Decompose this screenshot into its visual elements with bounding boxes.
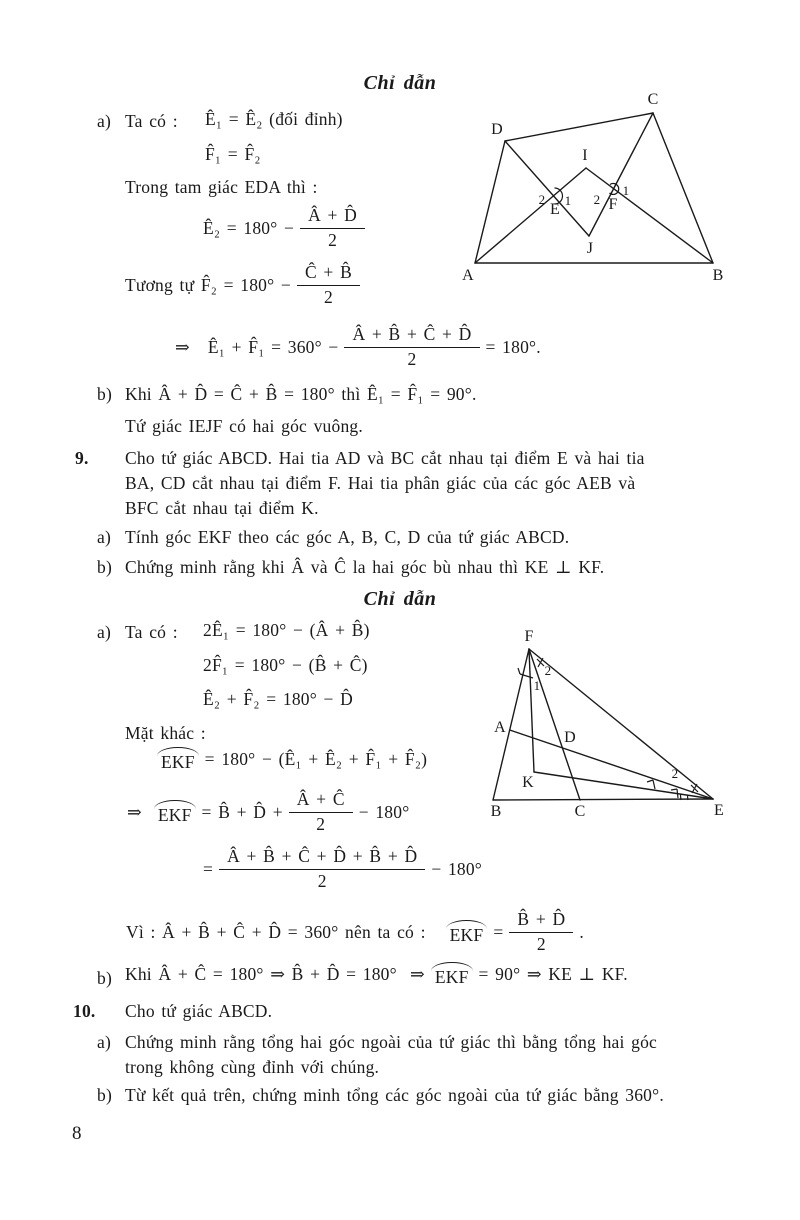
vertex-label-I: I [582,147,588,164]
ekf-angle: EKF [157,747,199,771]
problem9-line2: BA, CD cắt nhau tại điểm F. Hai tia phân giác của các góc AEB và [125,473,636,493]
angle-number-label: 1 [564,193,572,208]
problem10-number: 10. [73,1001,96,1021]
formula-vi-conclusion [126,906,584,958]
formula-ekf-expand-rhs: = B̂ + D̂ + [201,801,283,822]
formula-ekf-long [203,843,482,895]
angle-number-label: 2 [671,766,679,781]
fraction-numerator: Â + D̂ [300,205,365,229]
fraction-denominator: 2 [407,349,417,369]
solution8-eq-vertical: Ê₁ = Ê₂ (đối đỉnh) [205,109,343,129]
vertex-label-F: F [608,196,618,213]
solution9-eq2: 2F̂₁ = 180° − (B̂ + Ĉ) [203,655,368,675]
angle-tick [518,668,520,674]
formula-e2-lhs: Ê₂ = 180° − [203,217,295,238]
fraction-b-plus-d [509,909,573,955]
problem9-a-text: Tính góc EKF theo các góc A, B, C, D của tứ giác ABCD. [125,527,570,547]
solution9-heading: Chỉ dẫn [363,588,437,610]
solution9-a-label: a) [97,622,111,642]
solution9-b-pre: Khi Â + Ĉ = 180° ⇒ B̂ + D̂ = 180° ⇒ [125,963,425,984]
problem9-b-label: b) [97,557,112,577]
formula-f2-lhs: Tương tự F̂₂ = 180° − [125,274,291,295]
formula-sum [175,321,541,373]
vertex-label-E: E [714,802,724,819]
segment-CJ [589,113,653,236]
problem9-a-label: a) [97,527,111,547]
fraction-denominator: 2 [328,230,338,250]
solution8-b-note: Tứ giác IEJF có hai góc vuông. [125,416,363,436]
vertex-label-A: A [494,719,506,736]
vertex-label-B: B [490,803,502,820]
problem10-a-label: a) [97,1032,111,1052]
vertex-label-B: B [712,267,724,284]
angle-number-label: 2 [544,663,552,678]
ekf-angle: EKF [431,962,473,986]
vertex-label-E: E [550,201,560,218]
problem9-line1: Cho tứ giác ABCD. Hai tia AD và BC cắt nhau tại điểm E và hai tia [125,448,645,468]
angle-tick [538,658,543,667]
formula-e2 [203,202,371,254]
fraction-numerator: Â + B̂ + Ĉ + D̂ [344,324,479,348]
segment-DC [505,113,653,141]
problem9-number: 9. [75,448,89,468]
formula-ekf-def-rhs: = 180° − (Ê₁ + Ê₂ + F̂₁ + F̂₂) [204,748,428,769]
implies-arrow: ⇒ [127,801,142,822]
equals-sign: = [203,858,214,879]
segment-BE [493,799,713,800]
segment-AE [510,730,713,799]
vertex-label-K: K [522,774,534,791]
minus-180: − 180° [431,858,483,879]
period-mark: . [579,921,584,942]
solution8-triangle-line: Trong tam giác EDA thì : [125,177,318,197]
angle-tick [671,789,677,790]
vertex-label-C: C [647,91,659,108]
angle-arc [680,794,681,801]
angle-tick [677,789,678,798]
fraction-c-plus-b [297,262,360,308]
problem10-a-line2: trong không cùng đỉnh với chúng. [125,1057,380,1077]
vertex-label-D: D [491,121,503,138]
formula-ekf-def [157,747,427,771]
problem10-b-label: b) [97,1085,112,1105]
vi-prefix: Vì : Â + B̂ + Ĉ + D̂ = 360° nên ta có : [126,921,426,942]
solution8-a-label: a) [97,111,111,131]
fraction-denominator: 2 [536,934,546,954]
segment-KE [534,772,713,799]
segment-DJ [505,141,589,236]
solution8-b-text: Khi Â + D̂ = Ĉ + B̂ = 180° thì Ê₁ = F̂₁ = 90°. [125,384,477,404]
fraction-denominator: 2 [317,871,327,891]
fraction-numerator: Â + Ĉ [289,789,353,813]
fraction-numerator: Â + B̂ + Ĉ + D̂ + B̂ + D̂ [219,846,425,870]
solution9-b-label: b) [97,968,112,988]
fraction-numerator: B̂ + D̂ [509,909,573,933]
solution8-b-label: b) [97,384,112,404]
angle-tick [653,780,655,789]
angle-number-label: 1 [622,183,630,198]
angle-number-label: 1 [533,678,541,693]
formula-ekf-expand [127,786,409,838]
problem10-intro: Cho tứ giác ABCD. [125,1001,273,1021]
formula-sum-rhs: = 180°. [485,336,541,357]
vertex-label-F: F [524,628,534,645]
solution9-eq3: Ê₂ + F̂₂ = 180° − D̂ [203,689,353,709]
vertex-label-J: J [586,240,594,257]
solution8-heading: Chỉ dẫn [363,72,437,94]
angle-tick [647,780,653,782]
solution9-matkhac: Mặt khác : [125,723,206,743]
segment-AI [475,168,586,263]
angle-number-label: 2 [593,192,601,207]
fraction-long-sum [219,846,425,892]
solution8-eq-f: F̂₁ = F̂₂ [205,144,261,164]
fraction-abcd [344,324,479,370]
segment-AD [475,141,505,263]
problem9-line3: BFC cắt nhau tại điểm K. [125,498,319,518]
solution9-taco: Ta có : [125,622,178,642]
formula-sum-lhs: Ê₁ + F̂₁ = 360° − [207,336,339,357]
fraction-denominator: 2 [316,814,326,834]
quadrilateral-bisectors-diagram [450,88,750,298]
fraction-a-plus-d [300,205,365,251]
formula-f2 [125,259,366,311]
solution9-b-line [125,962,628,986]
fraction-numerator: Ĉ + B̂ [297,262,360,286]
ekf-angle: EKF [446,920,488,944]
page-number: 8 [72,1123,82,1144]
fraction-denominator: 2 [323,287,333,307]
vertex-label-C: C [574,803,586,820]
solution9-b-post: = 90° ⇒ KE ⊥ KF. [478,963,628,984]
equals-sign: = [493,921,504,942]
problem10-a-line1: Chứng minh rằng tổng hai góc ngoài của tứ giác thì bằng tổng hai góc [125,1032,657,1052]
problem10-b-text: Từ kết quả trên, chứng minh tổng các góc ngoài của tứ giác bằng 360°. [125,1085,664,1105]
segment-FK [529,649,534,772]
triangle-bisectors-diagram [450,625,750,825]
fraction-a-plus-c [289,789,353,835]
solution8-taco: Ta có : [125,111,178,131]
angle-number-label: 2 [538,192,546,207]
solution9-eq1: 2Ê₁ = 180° − (Â + B̂) [203,620,370,640]
vertex-label-A: A [462,267,474,284]
angle-arc [687,795,688,801]
problem9-b-text: Chứng minh rằng khi Â và Ĉ la hai góc bù nhau thì KE ⊥ KF. [125,557,605,577]
vertex-label-D: D [564,729,576,746]
segment-FE [529,649,713,799]
minus-180: − 180° [358,801,410,822]
angle-tick [692,784,697,793]
implies-arrow: ⇒ [175,336,190,357]
ekf-angle: EKF [154,800,196,824]
